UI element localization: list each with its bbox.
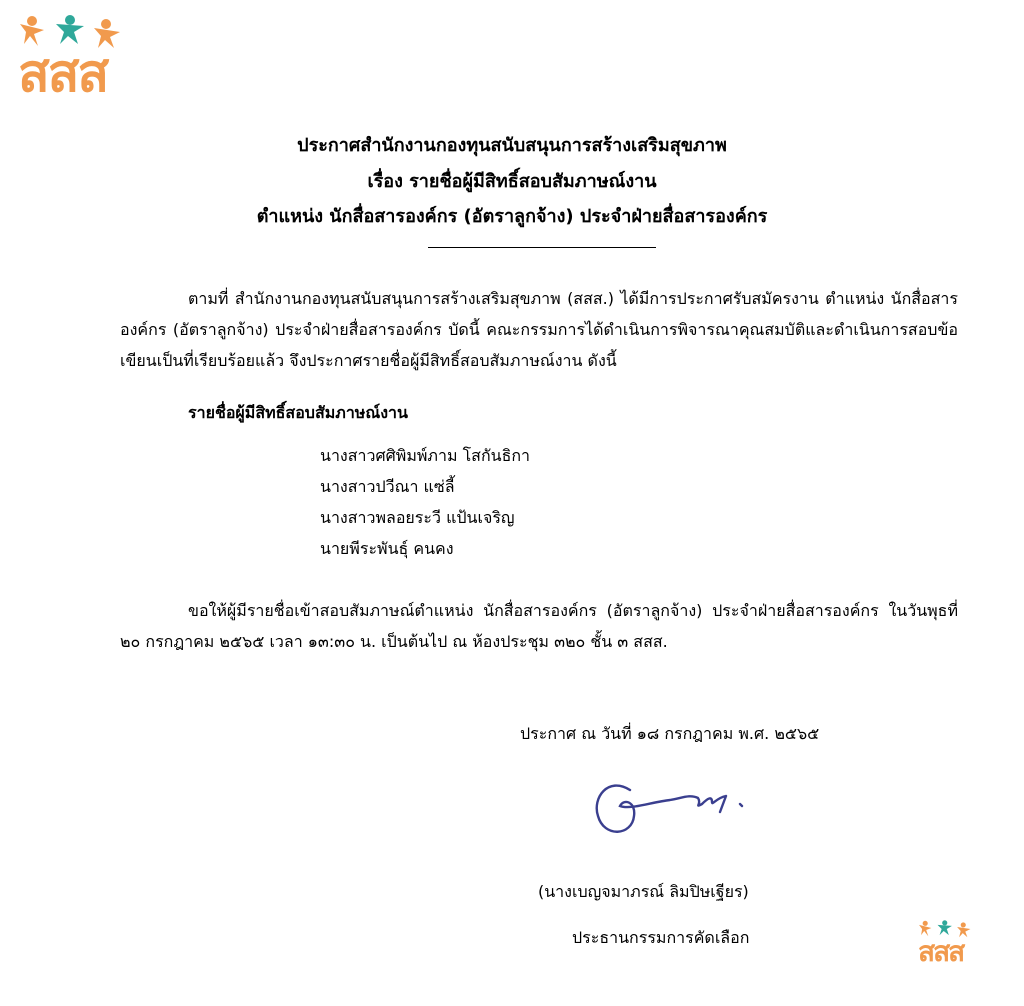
thaihealth-logo-small bbox=[918, 918, 990, 968]
candidate-name: นายพีระพันธุ์ คนคง bbox=[320, 539, 454, 558]
heading-line-2: เรื่อง รายชื่อผู้มีสิทธิ์สอบสัมภาษณ์งาน bbox=[367, 171, 657, 192]
candidate-name: นางสาวปวีณา แซ่ลี้ bbox=[320, 477, 455, 496]
announcement-date: ประกาศ ณ วันที่ ๑๘ กรกฎาคม พ.ศ. ๒๕๖๕ bbox=[520, 724, 820, 743]
candidate-name: นางสาวศศิพิมพ์ภาม โสกันธิกา bbox=[320, 446, 531, 465]
candidate-name: นางสาวพลอยระวี แป้นเจริญ bbox=[320, 508, 515, 527]
logo-wordmark: สสส bbox=[18, 44, 108, 104]
candidate-list bbox=[320, 440, 530, 564]
heading-line-1: ประกาศสำนักงานกองทุนสนับสนุนการสร้างเสริมสุขภาพ bbox=[297, 135, 727, 156]
heading-divider bbox=[428, 247, 656, 248]
handwritten-signature bbox=[590, 768, 770, 842]
signer-position: ประธานกรรมการคัดเลือก bbox=[572, 928, 750, 947]
signer-name: (นางเบญจมาภรณ์ ลิมปิษเฐียร) bbox=[538, 882, 749, 901]
candidate-list-title: รายชื่อผู้มีสิทธิ์สอบสัมภาษณ์งาน bbox=[188, 403, 408, 422]
logo-wordmark: สสส bbox=[918, 935, 964, 968]
interview-schedule-paragraph: ขอให้ผู้มีรายชื่อเข้าสอบสัมภาษณ์ตำแหน่ง นักสื่อสารองค์กร (อัตราลูกจ้าง) ประจำฝ่ายสื่อสารองค์กร ในวันพุธที่ ๒๐ กรกฎาคม ๒๕๖๕ เวลา ๑๓:๓๐ น. เป็นต้นไป ณ ห้องประชุม ๓๒๐ ชั้น ๓ สสส. bbox=[120, 601, 958, 651]
thaihealth-logo bbox=[18, 12, 158, 104]
heading-line-3: ตำแหน่ง นักสื่อสารองค์กร (อัตราลูกจ้าง) ประจำฝ่ายสื่อสารองค์กร bbox=[256, 206, 768, 227]
intro-paragraph: ตามที่ สำนักงานกองทุนสนับสนุนการสร้างเสริมสุขภาพ (สสส.) ได้มีการประกาศรับสมัครงาน ตำแหน่ง นักสื่อสารองค์กร (อัตราลูกจ้าง) ประจำฝ่ายสื่อสารองค์กร บัดนี้ คณะกรรมการได้ดำเนินการพิจารณาคุณสมบัติและดำเนินการสอบข้อเขียนเป็นที่เรียบร้อยแล้ว จึงประกาศรายชื่อผู้มีสิทธิ์สอบสัมภาษณ์งาน ดังนี้ bbox=[120, 289, 958, 370]
